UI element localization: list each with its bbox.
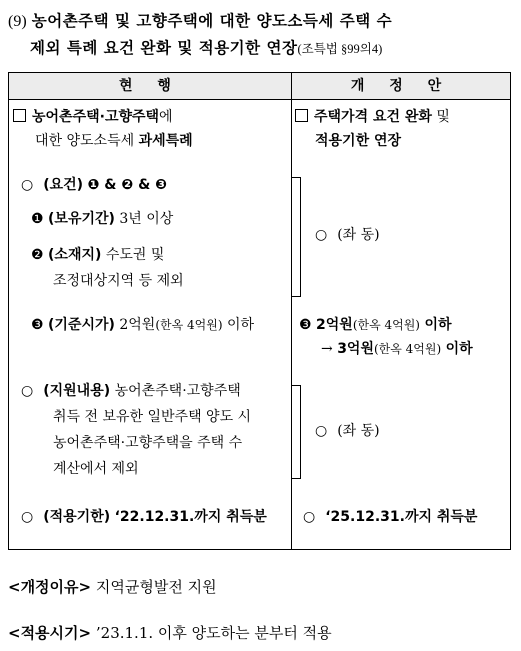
reason-label: <개정이유> <box>8 578 92 596</box>
revised-same-1: ○ (좌 동) <box>315 227 380 243</box>
current-item-3: ❸ (기준시가) 2억원(한옥 4억원) 이하 <box>31 317 255 333</box>
number-1-icon: ❶ <box>31 211 44 227</box>
title-line-1 <box>8 8 513 35</box>
title-line-2 <box>8 35 513 62</box>
bracket-1 <box>292 177 301 297</box>
number-3-icon: ❸ <box>299 317 312 333</box>
current-support-line2: 취득 전 보유한 일반주택 양도 시 <box>53 409 252 425</box>
number-2-icon: ❷ <box>31 247 44 263</box>
header-current: 현 행 <box>9 73 292 100</box>
checkbox-square-icon <box>295 109 308 122</box>
effective-label: <적용시기> <box>8 624 92 642</box>
revised-intro-line2: 적용기한 연장 <box>315 133 402 149</box>
arrow-right-icon: → <box>321 341 333 357</box>
circle-bullet-icon: ○ <box>21 509 34 525</box>
revised-item-3: ❸ 2억원(한옥 4억원) 이하 <box>299 317 452 333</box>
current-requirements: ○ (요건) ❶ & ❷ & ❸ <box>21 177 168 193</box>
current-item-2: ❷ (소재지) 수도권 및 <box>31 247 165 263</box>
current-support: ○ (지원내용) 농어촌주택·고향주택 <box>21 383 241 399</box>
current-support-line4: 계산에서 제외 <box>53 461 139 477</box>
title-text-2: 제외 특례 요건 완화 및 적용기한 연장 <box>30 39 298 57</box>
reason-text: 지역균형발전 지원 <box>95 578 217 596</box>
section-title <box>8 8 513 62</box>
circle-bullet-icon: ○ <box>21 177 34 193</box>
current-item-2-line2: 조정대상지역 등 제외 <box>53 273 184 289</box>
current-period: ○ (적용기한) ‘22.12.31.까지 취득분 <box>21 509 267 525</box>
current-intro-line2: 대한 양도소득세 과세특례 <box>35 133 193 149</box>
bracket-2 <box>292 385 301 479</box>
comparison-table <box>8 72 511 550</box>
reason-line <box>8 576 217 598</box>
effective-text: ’23.1.1. 이후 양도하는 분부터 적용 <box>95 624 332 642</box>
title-text-1: 농어촌주택 및 고향주택에 대한 양도소득세 주택 수 <box>31 12 393 30</box>
revised-period: ○ ‘25.12.31.까지 취득분 <box>303 509 478 525</box>
header-revised: 개 정 안 <box>292 73 510 100</box>
law-reference: (조특법 §99의4) <box>297 42 383 56</box>
checkbox-square-icon <box>13 109 26 122</box>
effective-line <box>8 622 332 644</box>
circle-bullet-icon: ○ <box>21 383 34 399</box>
current-item-1: ❶ (보유기간) 3년 이상 <box>31 211 174 227</box>
section-number: (9) <box>8 13 27 30</box>
revised-intro: 주택가격 요건 완화 및 <box>295 107 450 127</box>
circle-bullet-icon: ○ <box>303 509 316 525</box>
current-support-line3: 농어촌주택·고향주택을 주택 수 <box>53 435 243 451</box>
circle-bullet-icon: ○ <box>315 423 328 439</box>
revised-item-3-new: → 3억원(한옥 4억원) 이하 <box>321 341 473 357</box>
number-3-icon: ❸ <box>31 317 44 333</box>
revised-same-2: ○ (좌 동) <box>315 423 380 439</box>
circle-bullet-icon: ○ <box>315 227 328 243</box>
column-divider <box>291 99 292 549</box>
current-intro: 농어촌주택·고향주택에 <box>13 107 173 127</box>
